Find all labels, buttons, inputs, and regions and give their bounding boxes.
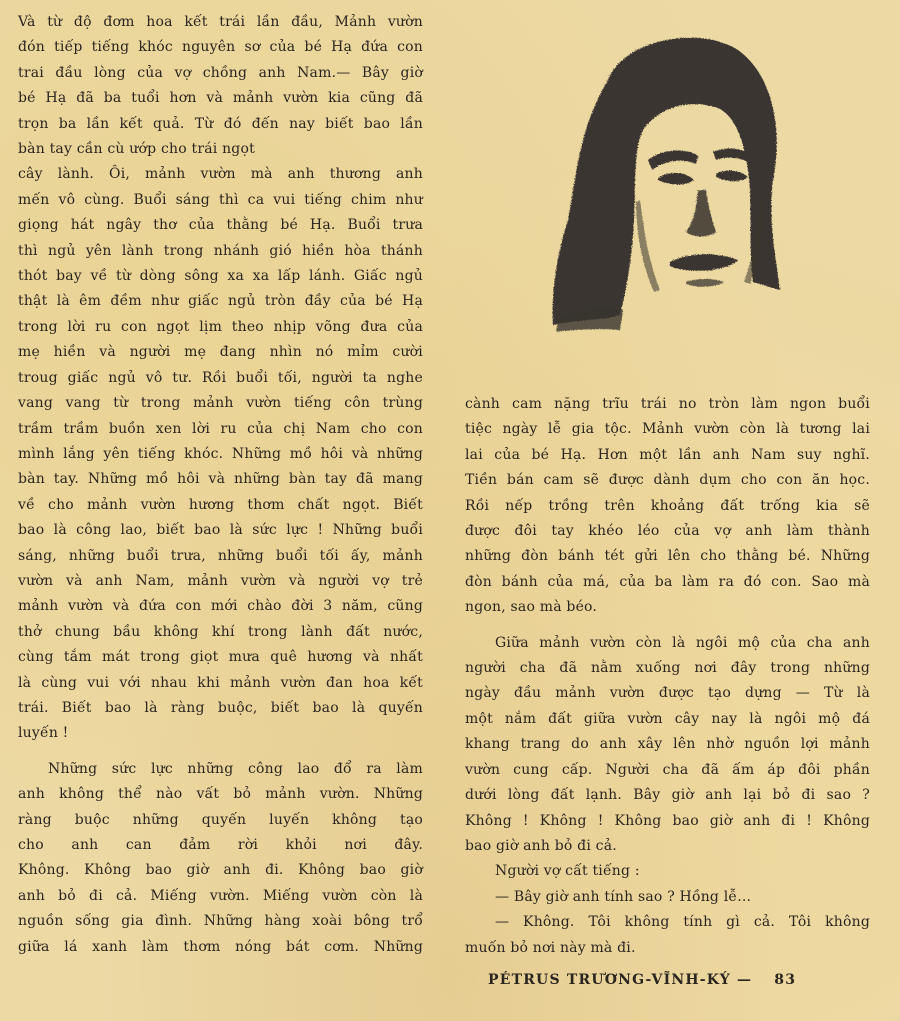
text-line: Người vợ cất tiếng :: [495, 863, 640, 880]
text-line: Không. Không bao giờ anh đi. Không bao giờ: [18, 862, 423, 879]
woodcut-portrait-icon: [548, 20, 798, 345]
text-line: ràng buộc những quyến luyến không tạo: [18, 811, 423, 828]
text-line: đòn bánh của má, của ba làm ra đó con. Sao mà: [465, 573, 870, 590]
text-line: bàn tay. Những mồ hôi và những bàn tay đã mang: [18, 471, 423, 488]
text-line: được đôi tay khéo léo của vợ anh làm thành: [465, 523, 870, 540]
paragraph: [18, 10, 423, 747]
text-line: vang vang từ trong mảnh vườn tiếng côn trùng: [18, 395, 423, 412]
text-line: một nắm đất giữa vườn cây nay là ngôi mộ đá: [465, 710, 870, 727]
text-line: troug giấc ngủ vô tư. Rồi buổi tối, người ta nghe: [18, 369, 423, 386]
text-line: trầm trầm buồn xen lời ru của chị Nam cho con: [18, 420, 423, 437]
text-line: giữa lá xanh làm thơm nóng bát cơm. Những: [18, 938, 423, 955]
author-credit: PÉTRUS TRƯƠNG-VĨNH-KÝ —: [488, 972, 753, 988]
text-line: vườn cung cấp. Người cha đã ấm áp đôi phần: [465, 761, 870, 778]
text-line: trọn ba lần kết quả. Từ đó đến nay biết bao lần: [18, 115, 423, 132]
text-line: vườn và anh Nam, mảnh vườn và người vợ trẻ: [18, 572, 423, 589]
left-text-column: [18, 10, 423, 960]
text-line: Rồi nếp trồng trên khoảng đất trống kia sẽ: [465, 497, 870, 514]
text-line: muốn bỏ nơi này mà đi.: [465, 939, 636, 956]
text-line: cùng tắm mát trong giọt mưa quê hương và nhất: [18, 649, 423, 666]
text-line: — Không. Tôi không tính gì cả. Tôi không: [495, 914, 870, 931]
text-line: lai của bé Hạ. Hơn một lần anh Nam suy nghĩ.: [465, 446, 870, 463]
text-line: trong lời ru con ngọt lịm theo nhịp võng đưa của: [18, 318, 423, 335]
text-line: thì ngủ yên lành trong nhánh gió hiền hòa thánh: [18, 242, 423, 259]
text-line: mảnh vườn và đứa con mới chào đời 3 năm, cũng: [18, 598, 423, 615]
text-line: đón tiếp tiếng khóc nguyên sơ của bé Hạ đứa con: [18, 39, 423, 56]
text-line: sáng, những buổi trưa, những buổi tối ấy, mảnh: [18, 547, 423, 564]
text-line: thật là êm đềm như giấc ngủ tròn đầy của bé Hạ: [18, 293, 423, 310]
text-line: Và từ độ đơm hoa kết trái lần đầu, Mảnh vườn: [18, 14, 423, 30]
text-line: mình lắng yên tiếng khóc. Những mồ hôi và những: [18, 445, 423, 462]
text-line: Không ! Không ! Không bao giờ anh đi ! Không: [465, 812, 870, 829]
right-text-column: [465, 392, 870, 961]
text-line: — Bây giờ anh tính sao ? Hồng lễ...: [495, 888, 752, 905]
paragraph: [465, 910, 870, 961]
paragraph: [465, 885, 870, 910]
text-line: khang trang do anh xây lên nhờ nguồn lợi mảnh: [465, 736, 870, 753]
paragraph: [465, 859, 870, 884]
page-footer: [488, 972, 833, 988]
text-line: anh bỏ đi cả. Miếng vườn. Miếng vườn còn là: [18, 887, 423, 904]
text-line: cành cam nặng trĩu trái no tròn làm ngon buổi: [465, 396, 870, 412]
paragraph: [18, 757, 423, 960]
text-line: Những sức lực những công lao đổ ra làm: [48, 760, 423, 777]
text-line: người cha đã nằm xuống nơi đây trong những: [465, 660, 870, 677]
text-line: trái. Biết bao là ràng buộc, biết bao là quyến: [18, 699, 423, 716]
text-line: tiệc ngày lễ gia tộc. Mảnh vườn còn là tương lai: [465, 421, 870, 438]
text-line: bàn tay cần cù ướp cho trái ngọt: [18, 141, 255, 158]
text-line: anh không thể nào vất bỏ mảnh vườn. Những: [18, 786, 423, 803]
paragraph: [465, 631, 870, 860]
text-line: ngon, sao mà béo.: [465, 599, 598, 616]
paragraph: [465, 392, 870, 621]
text-line: bao giờ anh bỏ đi cả.: [465, 837, 617, 854]
text-line: thở chung bầu không khí trong lành đất nước,: [18, 623, 423, 640]
text-line: mến vô cùng. Buổi sáng thì ca vui tiếng chim như: [18, 191, 423, 208]
text-line: Tiền bán cam sẽ được dành dụm cho con ăn học.: [465, 472, 870, 489]
text-line: bé Hạ đã ba tuổi hơn và mảnh vườn kia cũng đã: [18, 90, 423, 107]
page-number: 83: [774, 972, 797, 988]
text-line: luyến !: [18, 725, 69, 742]
text-line: mẹ hiền và người mẹ đang nhìn nó mỉm cười: [18, 344, 423, 361]
text-line: những đòn bánh tét gửi lên cho thằng bé. Những: [465, 548, 870, 565]
text-line: giọng hát ngây thơ của thằng bé Hạ. Buổi trưa: [18, 217, 423, 234]
text-line: ngày đầu mảnh vườn được tạo dựng — Từ là: [465, 685, 870, 702]
text-line: trai đầu lòng của vợ chồng anh Nam.— Bây giờ: [18, 64, 423, 81]
text-line: cây lành. Ôi, mảnh vườn mà anh thương anh: [18, 166, 423, 183]
text-line: Giữa mảnh vườn còn là ngôi mộ của cha anh: [495, 634, 870, 651]
text-line: về cho mảnh vườn hương thơm chất ngọt. Biết: [18, 496, 423, 513]
text-line: nguồn sống gia đình. Những hàng xoài bông trổ: [18, 913, 423, 930]
text-line: bao là công lao, biết bao là sức lực ! Những buổi: [18, 522, 423, 539]
text-line: cho anh can đảm rời khỏi nơi đây.: [18, 837, 423, 853]
text-line: thót bay về từ dòng sông xa xa lấp lánh. Giấc ngủ: [18, 268, 423, 285]
text-line: là cùng vui với nhau khi mảnh vườn đan hoa kết: [18, 674, 423, 691]
text-line: dưới lòng đất lạnh. Bây giờ anh lại bỏ đi sao ?: [465, 787, 870, 804]
